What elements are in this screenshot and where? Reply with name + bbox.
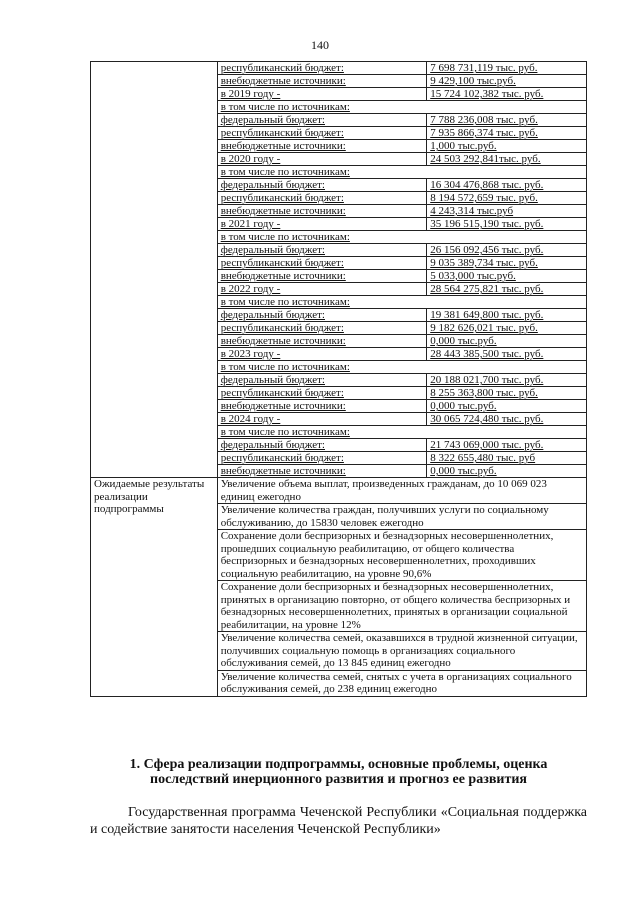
finance-row-value: 20 188 021,700 тыс. руб. xyxy=(427,374,587,387)
finance-row-label: внебюджетные источники: xyxy=(217,400,427,413)
finance-row-label: в том числе по источникам: xyxy=(217,101,586,114)
finance-row-value: 0,000 тыс.руб. xyxy=(427,335,587,348)
finance-row-value: 30 065 724,480 тыс. руб. xyxy=(427,413,587,426)
finance-row-value: 35 196 515,190 тыс. руб. xyxy=(427,218,587,231)
finance-row-value: 8 255 363,800 тыс. руб. xyxy=(427,387,587,400)
finance-row-label: федеральный бюджет: xyxy=(217,374,427,387)
finance-row-label: внебюджетные источники: xyxy=(217,140,427,153)
finance-row-value: 21 743 069,000 тыс. руб. xyxy=(427,439,587,452)
finance-row-label: федеральный бюджет: xyxy=(217,114,427,127)
finance-row-label: республиканский бюджет: xyxy=(217,452,427,465)
finance-row-label: внебюджетные источники: xyxy=(217,270,427,283)
expected-result-item: Увеличение количества семей, оказавшихся в трудной жизненной ситуации, получивших социальную помощь в организациях социального обслуживания семей, до 13 845 единиц ежегодно xyxy=(217,632,586,671)
finance-row-label: в том числе по источникам: xyxy=(217,426,586,439)
finance-row-label: внебюджетные источники: xyxy=(217,75,427,88)
body-paragraph xyxy=(90,804,587,838)
finance-row-value: 7 935 866,374 тыс. руб. xyxy=(427,127,587,140)
finance-row-label: федеральный бюджет: xyxy=(217,244,427,257)
finance-row-value: 9 035 389,734 тыс. руб. xyxy=(427,257,587,270)
finance-row-label: внебюджетные источники: xyxy=(217,335,427,348)
finance-row-label: федеральный бюджет: xyxy=(217,439,427,452)
finance-row-label: в 2021 году - xyxy=(217,218,427,231)
finance-row-label: в 2023 году - xyxy=(217,348,427,361)
finance-row-label: в 2019 году - xyxy=(217,88,427,101)
passport-table xyxy=(90,61,587,697)
expected-results xyxy=(91,478,587,697)
finance-row-value: 9 429,100 тыс.руб. xyxy=(427,75,587,88)
finance-row-value: 0,000 тыс.руб. xyxy=(427,400,587,413)
finance-row-label: федеральный бюджет: xyxy=(217,179,427,192)
expected-result-item: Увеличение количества граждан, получивших услуги по социальному обслуживанию, до 15830 человек ежегодно xyxy=(217,504,586,530)
finance-row-label: в 2024 году - xyxy=(217,413,427,426)
body-paragraph-text: Государственная программа Чеченской Республики «Социальная поддержка и содействие занятости населения Чеченской Республики» xyxy=(90,805,587,837)
finance-row-value: 19 381 649,800 тыс. руб. xyxy=(427,309,587,322)
section-heading: 1. Сфера реализации подпрограммы, основные проблемы, оценка последствий инерционного развития и прогноз ее развития xyxy=(129,757,548,787)
finance-row-value: 15 724 102,382 тыс. руб. xyxy=(427,88,587,101)
finance-row-value: 7 698 731,119 тыс. руб. xyxy=(427,62,587,75)
finance-row-label: в 2020 году - xyxy=(217,153,427,166)
finance-row-value: 1,000 тыс.руб. xyxy=(427,140,587,153)
finance-row xyxy=(91,62,587,75)
finance-row-value: 28 564 275,821 тыс. руб. xyxy=(427,283,587,296)
finance-row-value: 28 443 385,500 тыс. руб. xyxy=(427,348,587,361)
finance-row-value: 26 156 092,456 тыс. руб. xyxy=(427,244,587,257)
results-label: Ожидаемые результаты реализации подпрограммы xyxy=(91,478,218,697)
expected-result-item: Увеличение объема выплат, произведенных гражданам, до 10 069 023 единиц ежегодно xyxy=(217,478,586,504)
finance-rows xyxy=(91,62,587,478)
finance-row-label: республиканский бюджет: xyxy=(217,62,427,75)
finance-row-label: республиканский бюджет: xyxy=(217,127,427,140)
finance-row-value: 7 788 236,008 тыс. руб. xyxy=(427,114,587,127)
expected-result-item: Сохранение доли беспризорных и безнадзорных несовершеннолетних, прошедших социальную реабилитацию, от общего количества беспризорных и безнадзорных несовершеннолетних, проходивших социальную реабилитацию, на уровне 90,6% xyxy=(217,530,586,581)
finance-row-label: в том числе по источникам: xyxy=(217,166,586,179)
finance-row-value: 16 304 476,868 тыс. руб. xyxy=(427,179,587,192)
result-row xyxy=(91,478,587,504)
finance-row-label: республиканский бюджет: xyxy=(217,387,427,400)
finance-row-value: 9 182 626,021 тыс. руб. xyxy=(427,322,587,335)
finance-row-label: в том числе по источникам: xyxy=(217,361,586,374)
finance-row-label: в том числе по источникам: xyxy=(217,231,586,244)
finance-row-value: 5 033,000 тыс.руб. xyxy=(427,270,587,283)
page-number: 140 xyxy=(311,38,329,52)
finance-row-value: 8 322 655,480 тыс. руб xyxy=(427,452,587,465)
finance-row-label: в 2022 году - xyxy=(217,283,427,296)
finance-row-label: республиканский бюджет: xyxy=(217,257,427,270)
finance-row-label: республиканский бюджет: xyxy=(217,322,427,335)
finance-row-label: федеральный бюджет: xyxy=(217,309,427,322)
finance-row-value: 4 243,314 тыс.руб xyxy=(427,205,587,218)
finance-label-cell xyxy=(91,62,218,478)
expected-result-item: Сохранение доли беспризорных и безнадзорных несовершеннолетних, принятых в организацию повторно, от общего количества беспризорных и безнадзорных несовершеннолетних, принятых в организации социальной реабилитации, на уровне 12% xyxy=(217,581,586,632)
finance-row-label: республиканский бюджет: xyxy=(217,192,427,205)
finance-row-value: 24 503 292,841тыс. руб. xyxy=(427,153,587,166)
finance-row-label: внебюджетные источники: xyxy=(217,205,427,218)
expected-result-item: Увеличение количества семей, снятых с учета в организациях социального обслуживания семей, до 238 единиц ежегодно xyxy=(217,670,586,696)
finance-row-value: 0,000 тыс.руб. xyxy=(427,465,587,478)
finance-row-label: в том числе по источникам: xyxy=(217,296,586,309)
finance-row-value: 8 194 572,659 тыс. руб. xyxy=(427,192,587,205)
finance-row-label: внебюджетные источники: xyxy=(217,465,427,478)
